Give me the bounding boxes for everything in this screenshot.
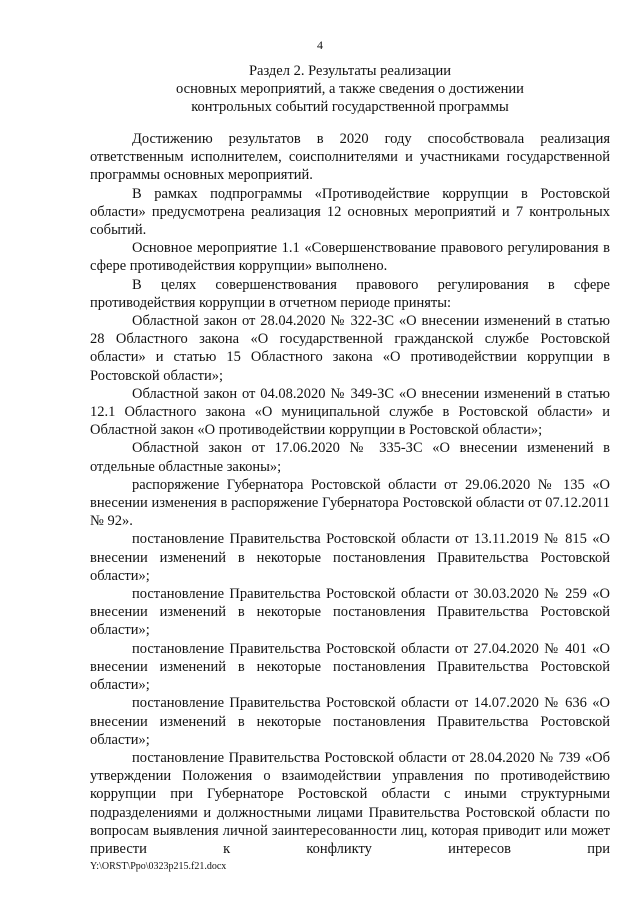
list-item-resolution-739: постановление Правительства Ростовской области от 28.04.2020 № 739 «Об утверждении Положения о взаимодействии управления по противодействию коррупции при Губернаторе Ростовской области с иными структурными подразделениями и должностными лицами Правительства Ростовской области по вопросам выявления личной заинтересованности лиц, которая приводит или может привести к конфликту интересов при — [90, 749, 610, 857]
list-item-law-322: Областной закон от 28.04.2020 № 322-ЗС «О внесении изменений в статью 28 Областного закона «О государственной гражданской службе Ростовской области» и статью 15 Областного закона «О противодействии коррупции в Ростовской области»; — [90, 313, 610, 384]
paragraph-adopted-intro: В целях совершенствования правового регулирования в сфере противодействия коррупции в отчетном периоде приняты: — [90, 276, 610, 311]
list-item-law-349: Областной закон от 04.08.2020 № 349-ЗС «О внесении изменений в статью 12.1 Областного закона «О муниципальной службе в Ростовской области» и Областной закон «О противодействии коррупции в Ростовской области»; — [90, 385, 610, 439]
list-item-law-335: Областной закон от 17.06.2020 № 335-ЗС «О внесении изменений в отдельные областные законы»; — [90, 440, 610, 475]
paragraph-main-activity: Основное мероприятие 1.1 «Совершенствование правового регулирования в сфере противодействия коррупции» выполнено. — [90, 240, 610, 275]
document-body — [90, 130, 610, 858]
heading-line-2: основных мероприятий, а также сведения о достижении — [176, 81, 524, 97]
list-item-order-135: распоряжение Губернатора Ростовской области от 29.06.2020 № 135 «О внесении изменения в распоряжение Губернатора Ростовской области от 07.12.2011 № 92». — [90, 476, 610, 530]
list-item-resolution-815: постановление Правительства Ростовской области от 13.11.2019 № 815 «О внесении изменений в некоторые постановления Правительства Ростовской области»; — [90, 531, 610, 584]
file-path-footer: Y:\ORST\Ppo\0323p215.f21.docx — [90, 861, 227, 872]
heading-line-3: контрольных событий государственной программы — [191, 99, 509, 115]
list-item-resolution-636: постановление Правительства Ростовской области от 14.07.2020 № 636 «О внесении изменений в некоторые постановления Правительства Ростовской области»; — [90, 695, 610, 748]
section-heading — [90, 62, 610, 116]
page-number: 4 — [317, 38, 323, 52]
paragraph-results: Достижению результатов в 2020 году способствовала реализация ответственным исполнителем, соисполнителями и участниками государственной программы основных мероприятий. — [90, 131, 610, 184]
list-item-resolution-259: постановление Правительства Ростовской области от 30.03.2020 № 259 «О внесении изменений в некоторые постановления Правительства Ростовской области»; — [90, 586, 610, 639]
heading-line-1: Раздел 2. Результаты реализации — [248, 63, 452, 79]
paragraph-subprogram: В рамках подпрограммы «Противодействие коррупции в Ростовской области» предусмотрена реализация 12 основных мероприятий и 7 контрольных событий. — [90, 185, 610, 239]
list-item-resolution-401: постановление Правительства Ростовской области от 27.04.2020 № 401 «О внесении изменений в некоторые постановления Правительства Ростовской области»; — [90, 640, 610, 694]
